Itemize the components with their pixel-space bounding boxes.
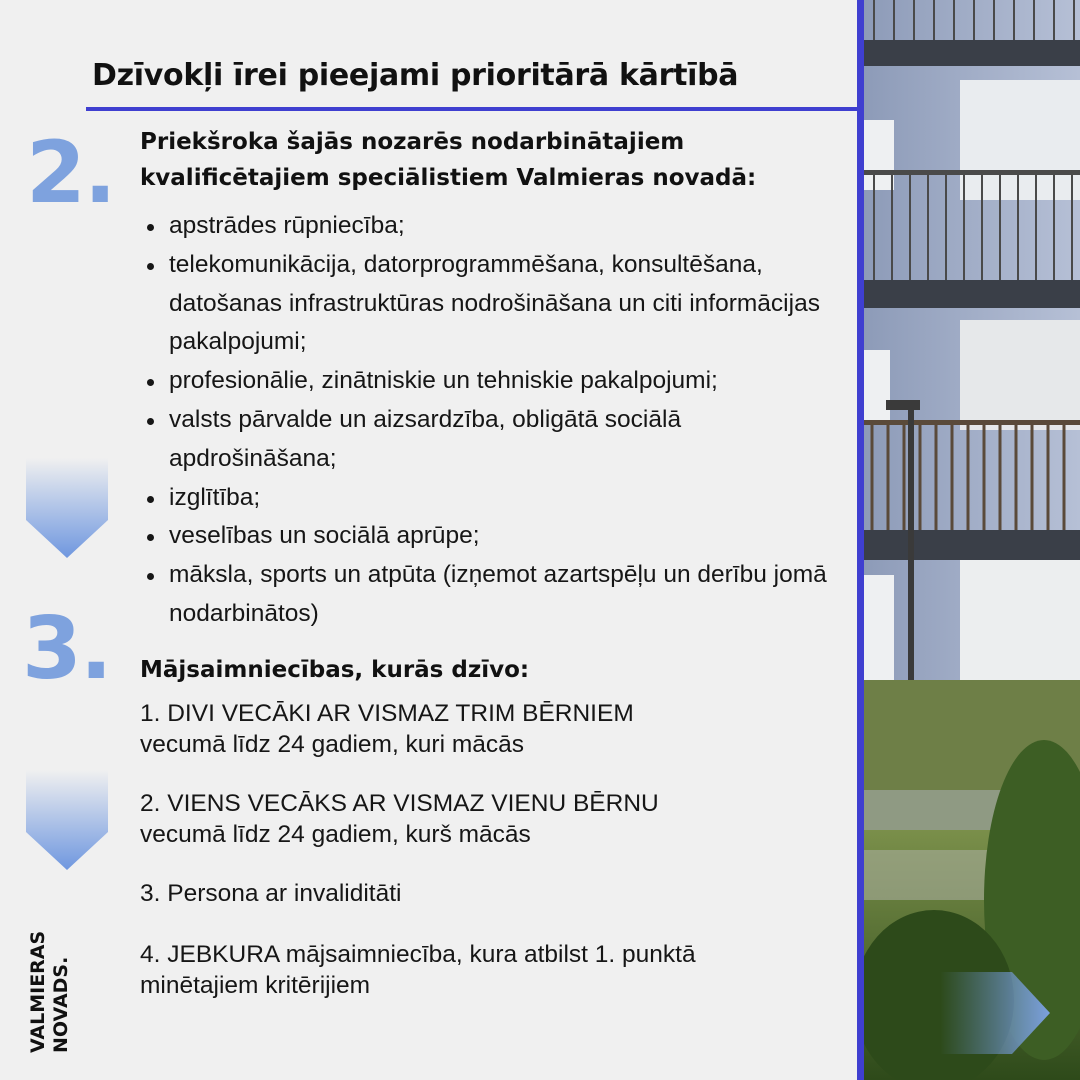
section-2-heading: [140, 124, 840, 196]
vertical-accent-bar: [857, 0, 864, 1080]
down-arrow-icon: [26, 770, 108, 870]
list-item: apstrādes rūpniecība;: [140, 207, 840, 246]
list-item: māksla, sports un atpūta (izņemot azartspēļu un derību jomā nodarbinātos): [140, 556, 840, 634]
list-item: profesionālie, zinātniskie un tehniskie pakalpojumi;: [140, 362, 840, 401]
title-divider: [86, 107, 858, 111]
section-2-heading-line1: Priekšroka šajās nozarēs nodarbinātajiem: [140, 129, 685, 155]
valmieras-novads-logo: [22, 915, 78, 1055]
logo-line2: NOVADS.: [50, 956, 72, 1053]
criterion-item: 1. DIVI VECĀKI AR VISMAZ TRIM BĒRNIEM vecumā līdz 24 gadiem, kuri mācās: [140, 700, 634, 758]
section-2-number: 2.: [26, 123, 115, 223]
criterion-item: 4. JEBKURA mājsaimniecība, kura atbilst 1. punktā minētajiem kritērijiem: [140, 941, 696, 999]
down-arrow-icon: [26, 458, 108, 558]
criterion-item: 3. Persona ar invaliditāti: [140, 880, 402, 907]
next-arrow-icon[interactable]: [940, 972, 1050, 1054]
section-3-number: 3.: [22, 599, 111, 699]
list-item: valsts pārvalde un aizsardzība, obligātā sociālā apdrošināšana;: [140, 401, 840, 479]
list-item: telekomunikācija, datorprogrammēšana, konsultēšana, datošanas infrastruktūras nodrošināšana un citi informācijas pakalpojumi;: [140, 246, 840, 362]
section-3-heading: Mājsaimniecības, kurās dzīvo:: [140, 657, 530, 683]
page-title: Dzīvokļi īrei pieejami prioritārā kārtībā: [92, 58, 739, 93]
criterion-item: 2. VIENS VECĀKS AR VISMAZ VIENU BĒRNU vecumā līdz 24 gadiem, kurš mācās: [140, 790, 659, 848]
section-2-heading-line2: kvalificētajiem speciālistiem Valmieras novadā:: [140, 165, 757, 191]
household-criteria: [140, 698, 840, 1029]
logo-line1: VALMIERAS: [27, 930, 49, 1053]
sector-list: [140, 207, 840, 634]
list-item: veselības un sociālā aprūpe;: [140, 517, 840, 556]
list-item: izglītība;: [140, 479, 840, 518]
building-photo: [864, 0, 1080, 1080]
